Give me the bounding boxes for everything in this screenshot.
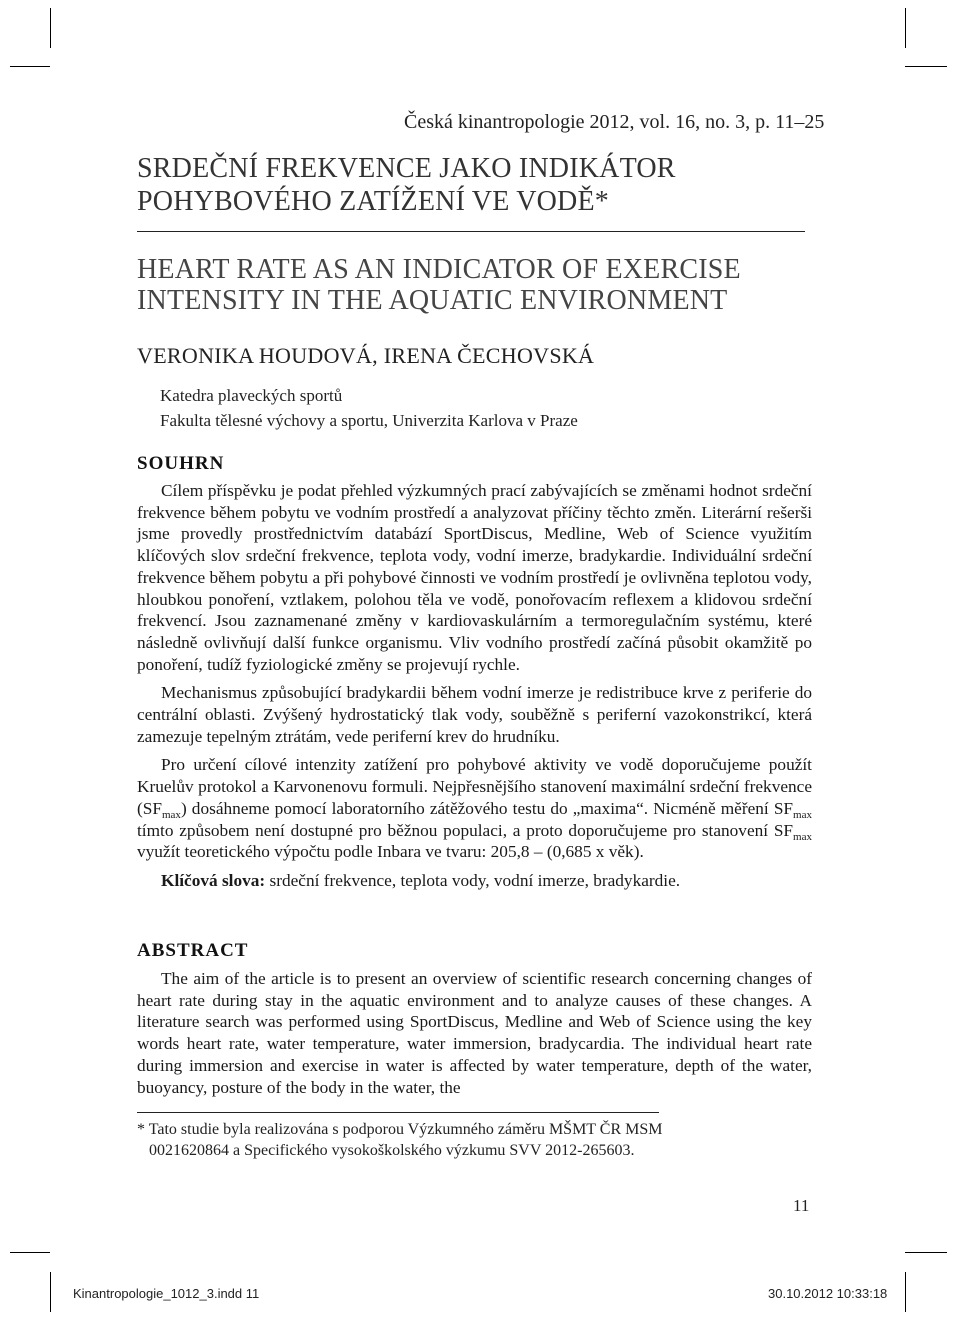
abstract-body [137, 968, 812, 1098]
text-run: využít teoretického výpočtu podle Inbara ve tvaru: 205,8 – (0,685 x věk). [137, 842, 644, 862]
title-english [137, 254, 817, 316]
crop-mark [10, 66, 50, 67]
affiliation-line: Katedra plaveckých sportů [160, 386, 343, 405]
subscript: max [793, 830, 812, 843]
footnote-line: * Tato studie byla realizována s podporou Výzkumného záměru MŠMT ČR MSM [137, 1121, 663, 1138]
affiliation-line: Fakulta tělesné výchovy a sportu, Univerzita Karlova v Praze [160, 411, 578, 430]
title-divider [137, 231, 805, 232]
title-czech-line: SRDEČNÍ FREKVENCE JAKO INDIKÁTOR [137, 153, 676, 184]
authors: VERONIKA HOUDOVÁ, IRENA ČECHOVSKÁ [137, 343, 595, 368]
title-czech [137, 152, 817, 218]
title-czech-line: POHYBOVÉHO ZATÍŽENÍ VE VODĚ* [137, 186, 609, 217]
crop-mark [50, 8, 51, 48]
print-slug-date: 30.10.2012 10:33:18 [768, 1286, 888, 1301]
crop-mark [50, 1272, 51, 1312]
running-header: Česká kinantropologie 2012, vol. 16, no. 3, p. 11–25 [404, 111, 825, 133]
abstract-paragraph: The aim of the article is to present an overview of scientific research concerning changes of heart rate during stay in the aquatic environment and to analyze causes of these changes. A literature search was performed using SportDiscus, Medline and Web of Science using the key words heart rate, water temperature, water immersion, bradycardia. The individual heart rate during immersion and exercise in water is affected by water temperature, depth of the water, buoyancy, posture of the body in the water, the [137, 969, 812, 1097]
souhrn-heading: SOUHRN [137, 453, 225, 474]
title-english-line: HEART RATE AS AN INDICATOR OF EXERCISE [137, 254, 741, 285]
souhrn-paragraph: Mechanismus způsobující bradykardii během vodní imerze je redistribuce krve z periferie do centrální oblasti. Zvýšený hydrostatický tlak vody, souběžně s periferní vazokonstrikcí, která zamezuje tepelným ztrátám, vede periferní krev do hrudníku. [137, 683, 812, 746]
souhrn-body [137, 480, 812, 892]
print-slug-file: Kinantropologie_1012_3.indd 11 [73, 1286, 260, 1301]
text-run: tímto způsobem není dostupné pro běžnou populaci, a proto doporučujeme pro stanovení SF [137, 820, 794, 840]
footnote-divider [137, 1112, 659, 1113]
text-run: ) dosáhneme pomocí laboratorního zátěžového testu do „maxima“. Nicméně měření SF [180, 798, 794, 818]
subscript: max [161, 808, 181, 821]
crop-mark [905, 66, 947, 67]
crop-mark [905, 1272, 906, 1312]
title-english-line: INTENSITY IN THE AQUATIC ENVIRONMENT [137, 285, 728, 316]
crop-mark [905, 8, 906, 48]
footnote-line: 0021620864 a Specifického vysokoškolského výzkumu SVV 2012-265603. [149, 1142, 635, 1159]
souhrn-paragraph: Cílem příspěvku je podat přehled výzkumných prací zabývajících se změnami hodnot srdeční frekvence během pobytu ve vodním prostředí a analyzovat příčiny těchto změn. Literární rešerši jsme provedly prostřednictvím databází SportDiscus, Medline, Web of Science využitím klíčových slov srdeční frekvence, teplota vody, vodní imerze, bradykardie. Individuální srdeční frekvence během pobytu a při pohybové činnosti ve vodním prostředí je ovlivněna teplotou vody, hloubkou ponoření, vztlakem, polohou těla ve vodě, ponořovacím reflexem a klidovou srdeční frekvencí. Jsou zaznamenané změny v kardiovaskulárním a termoregulačním systému, které následně ovlivňují další funkce organismu. Vliv vodního prostředí začíná působit okamžitě po ponoření, tudíž fyziologické změny se projevují rychle. [137, 481, 812, 674]
souhrn-paragraph [137, 754, 812, 863]
page-number: 11 [793, 1196, 810, 1215]
crop-mark [10, 1252, 50, 1253]
keywords-label: Klíčová slova: [161, 870, 266, 890]
keywords [137, 870, 812, 892]
affiliation [160, 383, 578, 433]
text-run: Pro určení cílové intenzity zatížení pro pohybové aktivity ve vodě doporučujeme použít Kruelův protokol a Karvonenovu formuli. Nejpřesnějšího stanovení maximální srdeční frekvence (SF [137, 755, 812, 818]
crop-mark [905, 1252, 947, 1253]
abstract-heading: ABSTRACT [137, 940, 249, 961]
subscript: max [793, 808, 812, 821]
footnote [137, 1119, 757, 1161]
keywords-text: srdeční frekvence, teplota vody, vodní imerze, bradykardie. [265, 870, 681, 890]
